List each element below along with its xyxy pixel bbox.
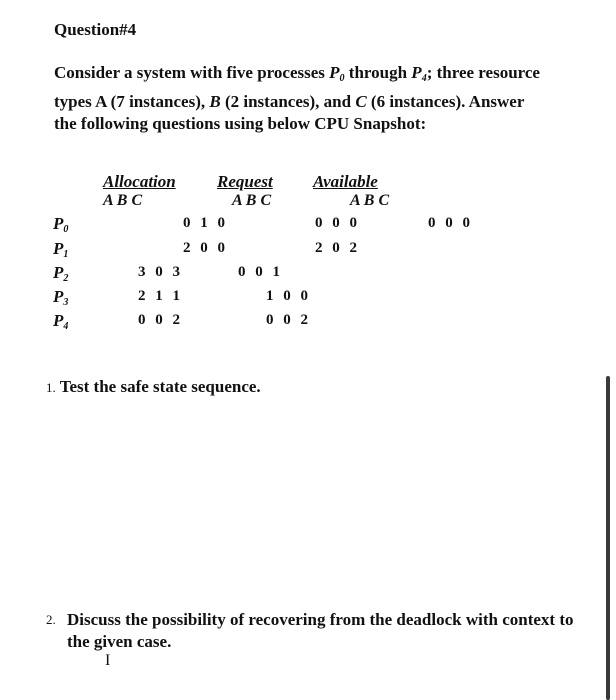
question-title: Question#4: [54, 20, 137, 39]
question-2-number: 2.: [46, 612, 56, 627]
p4-label: $P_4$: [411, 63, 427, 84]
p0-label: $P_0$: [329, 63, 345, 84]
question-1: [46, 377, 261, 397]
process-label-p4: $P_4$: [53, 311, 69, 332]
intro-text-2: through: [344, 63, 412, 82]
p0-available: 0 0 0: [428, 215, 473, 231]
p4-allocation: 0 0 2: [138, 312, 183, 328]
intro-text-5: (6 instances). Answer the following questions using below CPU Snapshot:: [54, 91, 525, 133]
p3-request: 1 0 0: [266, 288, 311, 304]
available-header: Available: [313, 172, 378, 191]
p0-request: 0 0 0: [315, 215, 360, 231]
available-subheader: A B C: [350, 192, 390, 209]
allocation-subheader: A B C: [103, 192, 143, 209]
p0-allocation: 0 1 0: [183, 215, 228, 231]
intro-text-3: ; three resource types A (7 instances),: [54, 63, 540, 111]
allocation-header: Allocation: [103, 172, 176, 191]
intro-text-4: (2 instances), and: [220, 91, 356, 111]
question-intro: [54, 62, 544, 136]
question-2: [46, 609, 574, 651]
question-1-number: 1.: [46, 380, 56, 395]
resource-b: B: [209, 91, 221, 111]
process-label-p2: $P_2$: [53, 263, 69, 284]
text-cursor: I: [105, 652, 111, 669]
p1-allocation: 2 0 0: [183, 240, 228, 256]
vertical-scrollbar[interactable]: [606, 376, 610, 700]
question-2-text: Discuss the possibility of recovering from the deadlock with context to the given case.: [67, 610, 574, 651]
p2-allocation: 3 0 3: [138, 264, 183, 280]
p3-allocation: 2 1 1: [138, 288, 183, 304]
intro-text-1: Consider a system with five processes: [54, 63, 330, 82]
p1-request: 2 0 2: [315, 240, 360, 256]
question-1-text: Test the safe state sequence.: [59, 377, 261, 396]
p2-request: 0 0 1: [238, 264, 283, 280]
p4-request: 0 0 2: [266, 312, 311, 328]
process-label-p0: $P_0$: [53, 214, 69, 235]
process-label-p3: $P_3$: [53, 287, 69, 308]
request-subheader: A B C: [232, 192, 272, 209]
resource-c: C: [355, 91, 367, 111]
request-header: Request: [217, 172, 273, 191]
process-label-p1: $P_1$: [53, 239, 69, 260]
